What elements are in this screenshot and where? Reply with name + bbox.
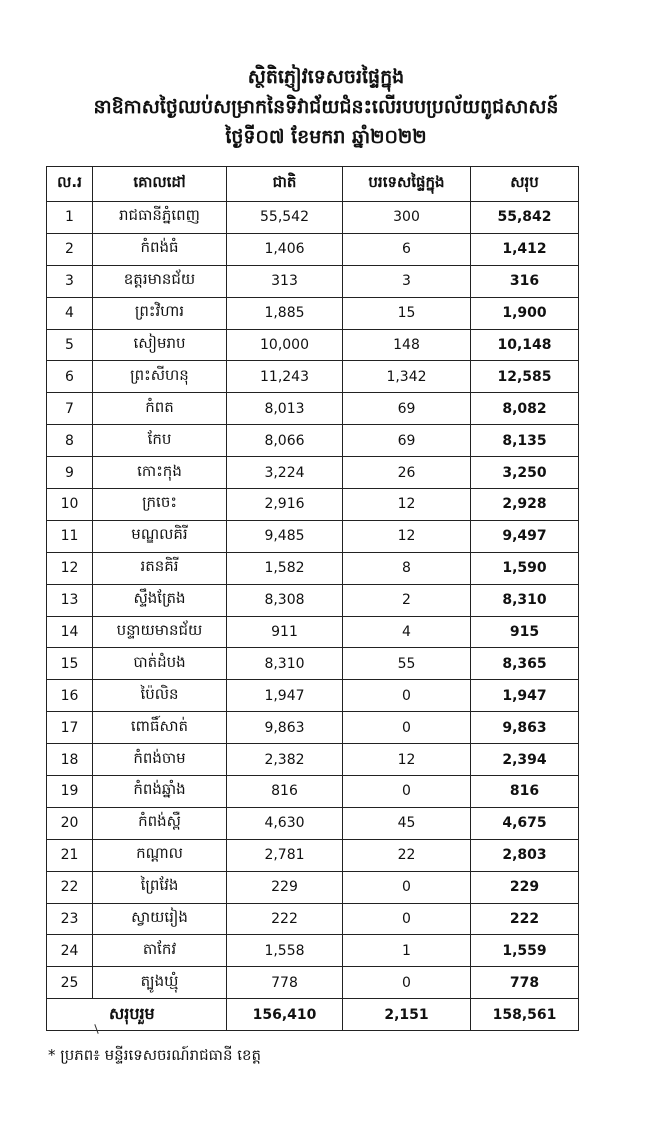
row-number: 7: [47, 393, 93, 425]
row-number: 16: [47, 680, 93, 712]
province-name: ព្រៃវែង: [93, 871, 227, 903]
national-count: 9,863: [227, 712, 343, 744]
national-count: 8,066: [227, 425, 343, 457]
national-count: 4,630: [227, 807, 343, 839]
row-number: 19: [47, 776, 93, 808]
national-count: 222: [227, 903, 343, 935]
province-name: កណ្តាល: [93, 839, 227, 871]
province-name: បន្ទាយមានជ័យ: [93, 616, 227, 648]
table-row: [47, 202, 579, 234]
province-name: កំពង់ចាម: [93, 744, 227, 776]
grand-total-foreign: 2,151: [343, 999, 471, 1031]
table-row: [47, 967, 579, 999]
province-name: ព្រះសីហនុ: [93, 361, 227, 393]
row-number: 15: [47, 648, 93, 680]
national-count: 229: [227, 871, 343, 903]
header-destination: គោលដៅ: [93, 167, 227, 202]
foreign-count: 12: [343, 520, 471, 552]
foreign-count: 69: [343, 393, 471, 425]
row-number: 9: [47, 457, 93, 489]
national-count: 8,013: [227, 393, 343, 425]
foreign-count: 8: [343, 552, 471, 584]
national-count: 778: [227, 967, 343, 999]
province-name: ពោធិ៍សាត់: [93, 712, 227, 744]
row-number: 5: [47, 329, 93, 361]
foreign-count: 300: [343, 202, 471, 234]
foreign-count: 69: [343, 425, 471, 457]
row-number: 11: [47, 520, 93, 552]
province-name: កោះកុង: [93, 457, 227, 489]
row-total: 8,310: [471, 584, 579, 616]
header-foreign-resident: បរទេសផ្ទៃក្នុង: [343, 167, 471, 202]
grand-total-label: សរុបរួម: [47, 999, 227, 1031]
foreign-count: 0: [343, 712, 471, 744]
table-row: [47, 329, 579, 361]
table-row: [47, 648, 579, 680]
foreign-count: 0: [343, 680, 471, 712]
foreign-count: 0: [343, 967, 471, 999]
row-total: 4,675: [471, 807, 579, 839]
row-total: 10,148: [471, 329, 579, 361]
table-row: [47, 552, 579, 584]
row-total: 1,412: [471, 233, 579, 265]
row-total: 222: [471, 903, 579, 935]
province-name: កំពង់ឆ្នាំង: [93, 776, 227, 808]
source-footnote: * ប្រភព៖ មន្ទីរទេសចរណ៍រាជធានី ខេត្ត: [48, 1046, 262, 1064]
grand-total-sum: 158,561: [471, 999, 579, 1031]
national-count: 1,582: [227, 552, 343, 584]
row-total: 1,900: [471, 297, 579, 329]
national-count: 9,485: [227, 520, 343, 552]
row-number: 2: [47, 233, 93, 265]
province-name: បាត់ដំបង: [93, 648, 227, 680]
row-total: 2,394: [471, 744, 579, 776]
row-number: 13: [47, 584, 93, 616]
province-name: កែប: [93, 425, 227, 457]
national-count: 8,310: [227, 648, 343, 680]
table-row: [47, 807, 579, 839]
header-national: ជាតិ: [227, 167, 343, 202]
row-number: 20: [47, 807, 93, 839]
national-count: 2,382: [227, 744, 343, 776]
grand-total-national: 156,410: [227, 999, 343, 1031]
foreign-count: 6: [343, 233, 471, 265]
row-number: 10: [47, 489, 93, 521]
row-total: 1,559: [471, 935, 579, 967]
row-total: 8,365: [471, 648, 579, 680]
row-number: 8: [47, 425, 93, 457]
foreign-count: 26: [343, 457, 471, 489]
row-total: 9,863: [471, 712, 579, 744]
table-row: [47, 297, 579, 329]
foreign-count: 45: [343, 807, 471, 839]
row-total: 2,803: [471, 839, 579, 871]
foreign-count: 1: [343, 935, 471, 967]
statistics-table: [46, 166, 579, 1031]
province-name: រតនគិរី: [93, 552, 227, 584]
national-count: 3,224: [227, 457, 343, 489]
national-count: 55,542: [227, 202, 343, 234]
header-total: សរុប: [471, 167, 579, 202]
header-no: ល.រ: [47, 167, 93, 202]
row-total: 2,928: [471, 489, 579, 521]
national-count: 911: [227, 616, 343, 648]
national-count: 1,885: [227, 297, 343, 329]
province-name: កំពង់ធំ: [93, 233, 227, 265]
table-row: [47, 871, 579, 903]
table-row: [47, 489, 579, 521]
report-date: ថ្ងៃទី០៧ ខែមករា ឆ្នាំ២០២២: [225, 126, 427, 148]
table-row: [47, 744, 579, 776]
row-number: 18: [47, 744, 93, 776]
province-name: សៀមរាប: [93, 329, 227, 361]
national-count: 816: [227, 776, 343, 808]
table-row: [47, 361, 579, 393]
foreign-count: 2: [343, 584, 471, 616]
report-subtitle: នាឱកាសថ្ងៃឈប់សម្រាកនៃទិវាជ័យជំនះលើរបបប្រល័យពូជសាសន៍: [93, 96, 559, 118]
row-total: 8,082: [471, 393, 579, 425]
row-total: 55,842: [471, 202, 579, 234]
table-row: [47, 584, 579, 616]
province-name: កំពង់ស្ពឺ: [93, 807, 227, 839]
table-body: [47, 202, 579, 999]
foreign-count: 55: [343, 648, 471, 680]
foreign-count: 148: [343, 329, 471, 361]
row-number: 17: [47, 712, 93, 744]
table-row: [47, 457, 579, 489]
row-total: 12,585: [471, 361, 579, 393]
province-name: រាជធានីភ្នំពេញ: [93, 202, 227, 234]
row-total: 316: [471, 265, 579, 297]
row-total: 1,590: [471, 552, 579, 584]
province-name: ត្បូងឃ្មុំ: [93, 967, 227, 999]
table-row: [47, 839, 579, 871]
national-count: 2,781: [227, 839, 343, 871]
province-name: ស្វាយរៀង: [93, 903, 227, 935]
province-name: ឧត្តរមានជ័យ: [93, 265, 227, 297]
foreign-count: 15: [343, 297, 471, 329]
table-row: [47, 776, 579, 808]
row-number: 3: [47, 265, 93, 297]
report-header: [0, 62, 652, 152]
row-total: 1,947: [471, 680, 579, 712]
grand-total-row: [47, 999, 579, 1031]
national-count: 1,558: [227, 935, 343, 967]
foreign-count: 0: [343, 776, 471, 808]
table-row: [47, 233, 579, 265]
table-header-row: [47, 167, 579, 202]
row-number: 24: [47, 935, 93, 967]
national-count: 11,243: [227, 361, 343, 393]
row-number: 12: [47, 552, 93, 584]
national-count: 1,406: [227, 233, 343, 265]
foreign-count: 0: [343, 871, 471, 903]
national-count: 1,947: [227, 680, 343, 712]
foreign-count: 1,342: [343, 361, 471, 393]
table-row: [47, 520, 579, 552]
province-name: ក្រចេះ: [93, 489, 227, 521]
row-number: 1: [47, 202, 93, 234]
province-name: ប៉ៃលិន: [93, 680, 227, 712]
row-total: 8,135: [471, 425, 579, 457]
row-total: 778: [471, 967, 579, 999]
row-total: 229: [471, 871, 579, 903]
report-title: ស្ថិតិភ្ញៀវទេសចរផ្ទៃក្នុង: [247, 66, 405, 88]
national-count: 313: [227, 265, 343, 297]
foreign-count: 12: [343, 744, 471, 776]
row-total: 9,497: [471, 520, 579, 552]
table-row: [47, 903, 579, 935]
table-row: [47, 616, 579, 648]
national-count: 10,000: [227, 329, 343, 361]
row-number: 21: [47, 839, 93, 871]
table-row: [47, 265, 579, 297]
national-count: 2,916: [227, 489, 343, 521]
province-name: ស្ទឹងត្រែង: [93, 584, 227, 616]
row-number: 25: [47, 967, 93, 999]
foreign-count: 12: [343, 489, 471, 521]
row-total: 3,250: [471, 457, 579, 489]
row-number: 23: [47, 903, 93, 935]
row-number: 22: [47, 871, 93, 903]
row-number: 6: [47, 361, 93, 393]
foreign-count: 3: [343, 265, 471, 297]
foreign-count: 22: [343, 839, 471, 871]
foreign-count: 4: [343, 616, 471, 648]
table-row: [47, 935, 579, 967]
table-row: [47, 425, 579, 457]
province-name: ព្រះវិហារ: [93, 297, 227, 329]
national-count: 8,308: [227, 584, 343, 616]
province-name: មណ្ឌលគិរី: [93, 520, 227, 552]
province-name: តាកែវ: [93, 935, 227, 967]
table-row: [47, 680, 579, 712]
row-number: 4: [47, 297, 93, 329]
row-number: 14: [47, 616, 93, 648]
table-row: [47, 393, 579, 425]
table-row: [47, 712, 579, 744]
row-total: 915: [471, 616, 579, 648]
row-total: 816: [471, 776, 579, 808]
province-name: កំពត: [93, 393, 227, 425]
foreign-count: 0: [343, 903, 471, 935]
